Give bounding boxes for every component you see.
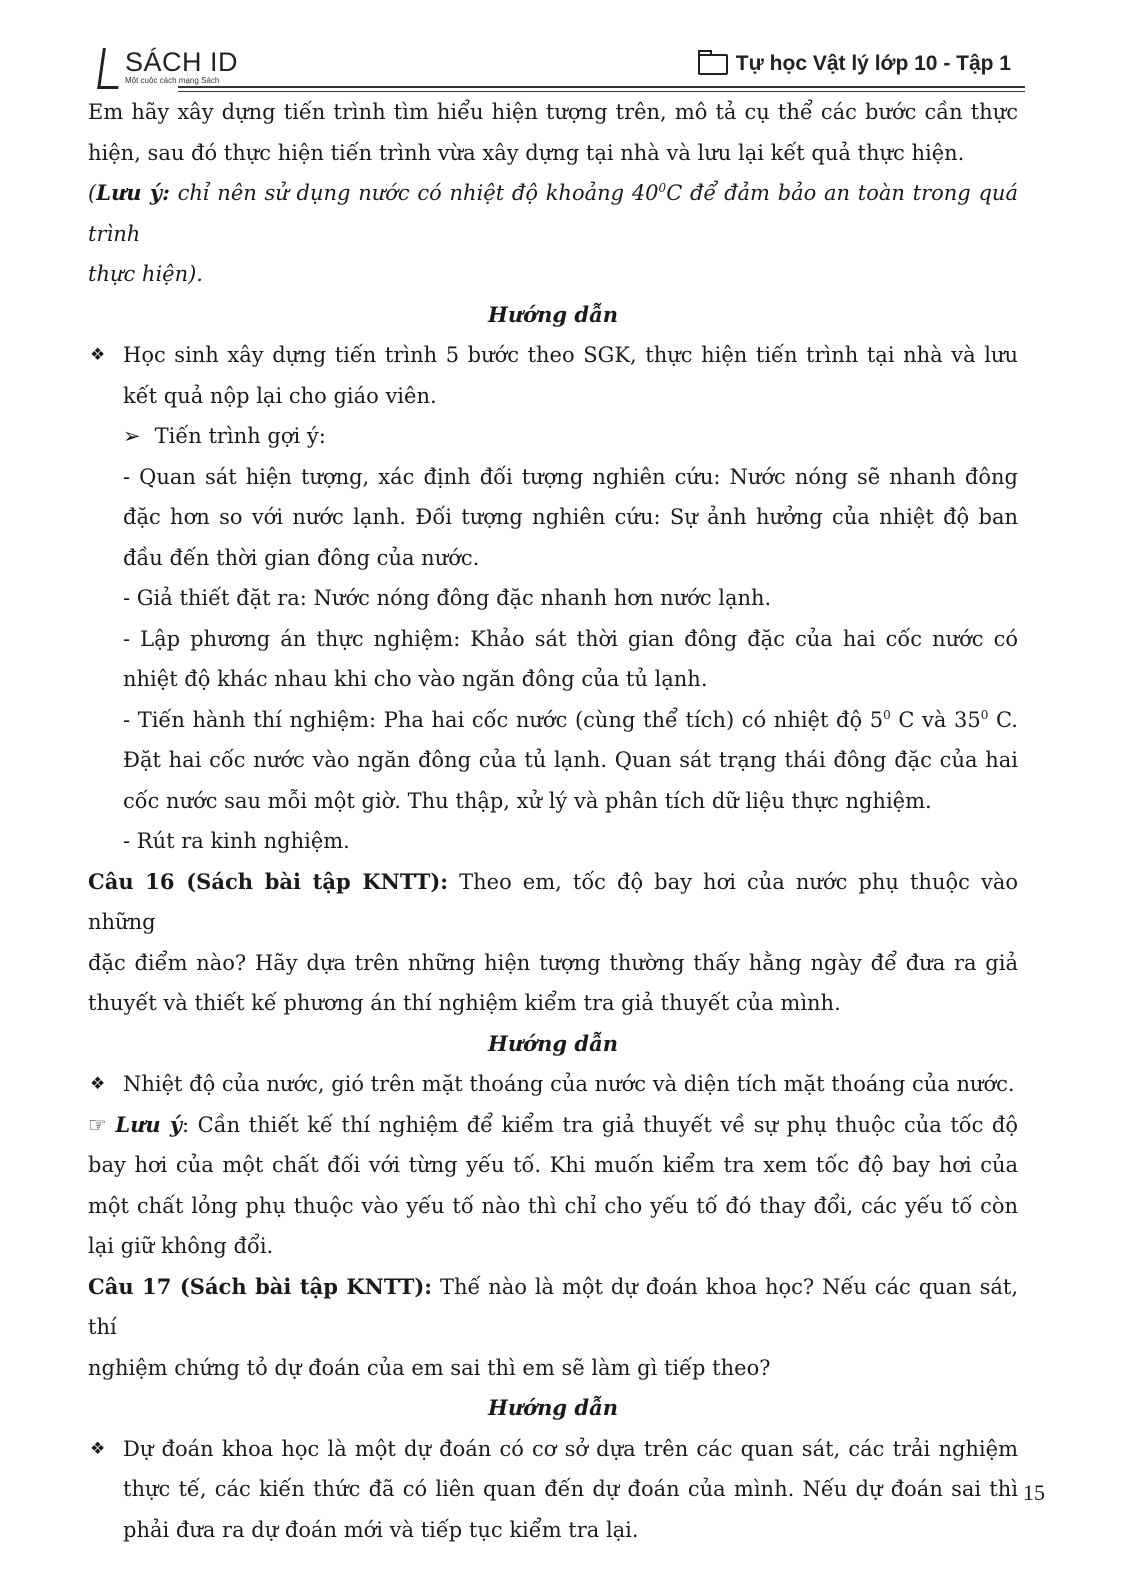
logo-title: SÁCH ID: [125, 47, 239, 77]
step-line: - Rút ra kinh nghiệm.: [123, 829, 350, 853]
question-line: thuyết và thiết kế phương án thí nghiệm kiểm tra giả thuyết của mình.: [88, 991, 841, 1015]
step-line: đầu đến thời gian đông của nước.: [123, 545, 480, 570]
guide-heading: Hướng dẫn: [488, 1030, 618, 1056]
intro-line: hiện, sau đó thực hiện tiến trình vừa xây dựng tại nhà và lưu lại kết quả thực hiện.: [88, 140, 965, 165]
bullet-text: thực tế, các kiến thức đã có liên quan đến dự đoán của mình. Nếu dự đoán sai thì: [123, 1477, 1018, 1501]
pointing-hand-icon: ☞: [88, 1112, 107, 1137]
superscript: 0: [883, 707, 891, 722]
page-body: [88, 92, 1018, 1550]
note-text: C để đảm bảo an toàn trong quá trình: [88, 181, 1018, 246]
guide-heading: Hướng dẫn: [488, 1395, 618, 1420]
bullet-item: [88, 335, 1018, 416]
diamond-bullet-icon: ❖: [90, 1074, 106, 1094]
folder-icon: [698, 54, 728, 75]
question-label: Câu 17 (Sách bài tập KNTT):: [88, 1273, 433, 1299]
book-title: Tự học Vật lý lớp 10 - Tập 1: [735, 52, 1011, 75]
bullet-text: Dự đoán khoa học là một dự đoán có cơ sở dựa trên các quan sát, các trải nghiệm: [123, 1436, 1018, 1461]
safety-note-end: thực hiện).: [88, 262, 203, 286]
step-line: - Lập phương án thực nghiệm: Khảo sát thời gian đông đặc của hai cốc nước có: [123, 626, 1018, 651]
bullet-item: [88, 1064, 1018, 1105]
safety-note: (Lưu ý: chỉ nên sử dụng nước có nhiệt độ khoảng $40^0C$ để đảm bảo an toàn trong quá trình: [88, 180, 1018, 246]
note-label: Lưu ý: [115, 1111, 183, 1137]
guide-heading: Hướng dẫn: [488, 301, 618, 327]
superscript: 0: [658, 181, 667, 195]
arrow-text: Tiến trình gợi ý:: [154, 424, 326, 448]
question-text: Thế nào là một dự đoán khoa học? Nếu các quan sát, thí: [88, 1274, 1018, 1339]
bullet-text: Nhiệt độ của nước, gió trên mặt thoáng của nước và diện tích mặt thoáng của nước.: [123, 1072, 1015, 1096]
question-17: [88, 1267, 1018, 1348]
question-label: Câu 16 (Sách bài tập KNTT):: [88, 868, 449, 894]
step-text: - Tiến hành thí nghiệm: Pha hai cốc nước (cùng thể tích) có nhiệt độ 5: [123, 707, 884, 732]
question-line: đặc điểm nào? Hãy dựa trên những hiện tượng thường thấy hằng ngày để đưa ra giả: [88, 950, 1018, 975]
diamond-bullet-icon: ❖: [90, 345, 106, 365]
arrow-bullet-icon: ➢: [123, 424, 141, 448]
sach-id-logo: [100, 48, 238, 89]
note-text: : Cần thiết kế thí nghiệm để kiểm tra giả thuyết về sự phụ thuộc của tốc độ: [182, 1112, 1018, 1137]
step-line: - Quan sát hiện tượng, xác định đối tượng nghiên cứu: Nước nóng sẽ nhanh đông: [123, 464, 1018, 489]
step-text: C.: [988, 707, 1018, 732]
step-line: [123, 700, 1018, 741]
step-text: C và 35: [890, 707, 981, 732]
step-line: nhiệt độ khác nhau khi cho vào ngăn đông của tủ lạnh.: [123, 667, 708, 691]
note-label: Lưu ý:: [96, 180, 170, 205]
step-line: cốc nước sau mỗi một giờ. Thu thập, xử lý và phân tích dữ liệu thực nghiệm.: [123, 788, 932, 813]
step-line: đặc hơn so với nước lạnh. Đối tượng nghiên cứu: Sự ảnh hưởng của nhiệt độ ban: [123, 505, 1018, 529]
superscript: 0: [980, 707, 989, 722]
bullet-text: Học sinh xây dựng tiến trình 5 bước theo SGK, thực hiện tiến trình tại nhà và lưu: [123, 343, 1018, 367]
question-line: nghiệm chứng tỏ dự đoán của em sai thì em sẽ làm gì tiếp theo?: [88, 1355, 771, 1380]
step-line: - Giả thiết đặt ra: Nước nóng đông đặc nhanh hơn nước lạnh.: [123, 586, 772, 610]
bullet-item: [88, 1429, 1018, 1551]
arrow-item: [88, 416, 1018, 457]
bullet-text: kết quả nộp lại cho giáo viên.: [123, 383, 437, 408]
bullet-text: phải đưa ra dự đoán mới và tiếp tục kiểm tra lại.: [123, 1517, 639, 1542]
note-line: một chất lỏng phụ thuộc vào yếu tố nào thì chỉ cho yếu tố đó thay đổi, các yếu tố còn: [88, 1193, 1018, 1218]
step-line: Đặt hai cốc nước vào ngăn đông của tủ lạnh. Quan sát trạng thái đông đặc của hai: [123, 748, 1018, 772]
note-line: bay hơi của một chất đối với từng yếu tố. Khi muốn kiểm tra xem tốc độ bay hơi của: [88, 1153, 1018, 1177]
question-16: [88, 862, 1018, 943]
diamond-bullet-icon: ❖: [90, 1438, 106, 1459]
question-text: Theo em, tốc độ bay hơi của nước phụ thuộc vào những: [88, 869, 1018, 934]
page-number: 15: [1023, 1480, 1045, 1505]
note-line: lại giữ không đổi.: [88, 1234, 274, 1258]
intro-line: Em hãy xây dựng tiến trình tìm hiểu hiện tượng trên, mô tả cụ thể các bước cần thực: [88, 100, 1018, 124]
note-text: chỉ nên sử dụng nước có nhiệt độ khoảng 40: [177, 181, 659, 205]
book-logo-icon: [97, 48, 124, 89]
book-title-header: [698, 52, 1011, 76]
logo-tagline: Một cuộc cách mạng Sách: [125, 76, 220, 85]
note-line: [88, 1105, 1018, 1146]
